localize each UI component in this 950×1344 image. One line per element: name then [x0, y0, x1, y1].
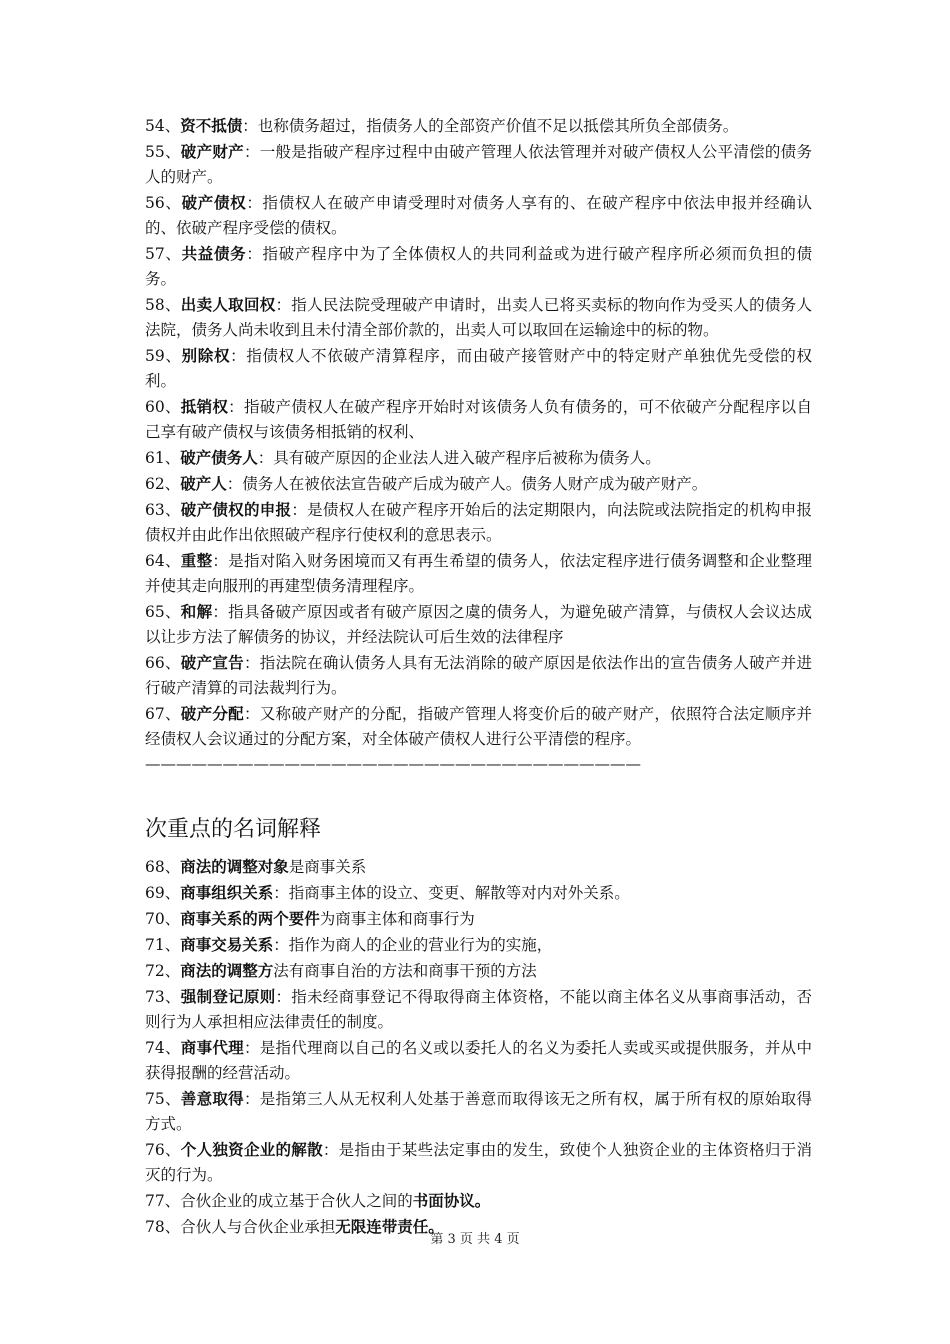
entry-definition: ：指法院在确认债务人具有无法消除的破产原因是依法作出的宣告债务人破产并进行破产清算的司法裁判行为。	[145, 654, 812, 697]
entry-definition: ：指商事主体的设立、变更、解散等对内对外关系。	[273, 884, 630, 902]
entry-number: 66、	[145, 654, 181, 672]
entry-term: 善意取得	[180, 1089, 244, 1108]
entry-number: 71、	[145, 936, 181, 954]
term-entry	[145, 292, 812, 343]
term-entry	[145, 1137, 812, 1188]
entry-term: 商事代理	[180, 1038, 244, 1057]
entry-definition: ：指债权人在破产申请受理时对债务人享有的、在破产程序中依法申报并经确认的、依破产程序受偿的债权。	[145, 194, 812, 237]
entry-number: 56、	[145, 194, 182, 212]
term-entry	[145, 190, 812, 241]
term-entry	[145, 548, 812, 599]
term-entry	[145, 394, 812, 445]
entry-number: 78、	[145, 1218, 181, 1236]
entry-definition: ：指作为商人的企业的营业行为的实施，	[273, 936, 553, 954]
entry-definition: 合伙人与合伙企业承担	[180, 1218, 336, 1236]
entry-definition: ：指破产程序中为了全体债权人的共同利益或为进行破产程序所必须而负担的债务。	[145, 245, 812, 288]
document-content	[145, 113, 812, 1240]
entry-term: 和解	[180, 602, 213, 621]
entry-number: 76、	[145, 1141, 181, 1159]
entry-number: 72、	[145, 962, 181, 980]
term-entry	[145, 701, 812, 752]
entry-definition: ：是指对陷入财务困境而又有再生希望的债务人，依法定程序进行债务调整和企业整理并使其走向服刑的再建型债务清理程序。	[145, 552, 812, 595]
term-entry	[145, 1035, 812, 1086]
entry-definition: ：又称破产财产的分配，指破产管理人将变价后的破产财产，依照符合法定顺序并经债权人会议通过的分配方案，对全体破产债权人进行公平清偿的程序。	[145, 705, 812, 748]
entry-term: 出卖人取回权	[180, 295, 276, 314]
entry-number: 62、	[145, 475, 181, 493]
term-entry	[145, 599, 812, 650]
entry-number: 55、	[145, 143, 181, 161]
entry-definition: ：指未经商事登记不得取得商主体资格，不能以商主体名义从事商事活动，否则行为人承担相应法律责任的制度。	[145, 988, 812, 1031]
entry-definition: ：债务人在被依法宣告破产后成为破产人。债务人财产成为破产财产。	[226, 475, 708, 493]
entry-definition: ：指破产债权人在破产程序开始时对该债务人负有债务的，可不依破产分配程序以自己享有破产债权与该债务相抵销的权利、	[145, 398, 812, 441]
entry-number: 67、	[145, 705, 181, 723]
entry-term: 破产人	[180, 474, 227, 493]
entry-number: 75、	[145, 1090, 181, 1108]
entry-number: 68、	[145, 858, 181, 876]
entry-number: 70、	[145, 910, 181, 928]
entry-number: 73、	[145, 988, 181, 1006]
entry-number: 77、	[145, 1192, 181, 1210]
entry-definition: ：是指代理商以自己的名义或以委托人的名义为委托人卖或买或提供服务，并从中获得报酬的经营活动。	[145, 1039, 812, 1082]
entry-term: 商法的调整方	[180, 961, 274, 980]
entry-definition: ：也称债务超过，指债务人的全部资产价值不足以抵偿其所负全部债务。	[242, 117, 739, 135]
entry-definition: ：是债权人在破产程序开始后的法定期限内，向法院或法院指定的机构申报债权并由此作出依照破产程序行使权利的意思表示。	[145, 501, 812, 544]
term-entry	[145, 1188, 812, 1214]
entry-number: 63、	[145, 501, 181, 519]
entry-number: 60、	[145, 398, 181, 416]
entry-emphasis: 书面协议。	[412, 1191, 491, 1210]
entry-term: 破产分配	[180, 704, 244, 723]
section-divider: ————————————————————————————————	[145, 755, 641, 773]
section-title: 次重点的名词解释	[145, 817, 322, 842]
term-entry	[145, 241, 812, 292]
entry-term: 别除权	[181, 346, 231, 365]
entry-number: 64、	[145, 552, 181, 570]
entry-number: 59、	[145, 347, 182, 365]
term-entry	[145, 906, 812, 932]
entry-definition: ：是指由于某些法定事由的发生，致使个人独资企业的主体资格归于消灭的行为。	[145, 1141, 812, 1184]
entry-number: 65、	[145, 603, 181, 621]
entry-definition: 是商事关系	[288, 858, 367, 876]
term-entry	[145, 1086, 812, 1137]
term-entry	[145, 343, 812, 394]
term-entry	[145, 471, 812, 497]
term-entry	[145, 113, 812, 139]
entry-definition: 为商事主体和商事行为	[319, 910, 475, 928]
entry-term: 破产财产	[180, 142, 244, 161]
entry-term: 重整	[180, 551, 213, 570]
entry-term: 资不抵债	[180, 116, 243, 135]
term-entry	[145, 958, 812, 984]
term-entry	[145, 139, 812, 190]
entry-term: 抵销权	[180, 397, 229, 416]
entry-number: 54、	[145, 117, 181, 135]
page-footer: 第 3 页 共 4 页	[430, 1232, 520, 1247]
entry-term: 破产债权的申报	[180, 500, 292, 519]
secondary-terms-section	[145, 854, 812, 1240]
term-entry	[145, 445, 812, 471]
entry-number: 74、	[145, 1039, 181, 1057]
primary-terms-section	[145, 113, 812, 752]
term-entry	[145, 497, 812, 548]
entry-definition: ：指具备破产原因或者有破产原因之虞的债务人，为避免破产清算，与债权人会议达成以让步方法了解债务的协议，并经法院认可后生效的法律程序	[145, 603, 812, 646]
entry-term: 破产宣告	[180, 653, 244, 672]
entry-term: 强制登记原则	[180, 987, 276, 1006]
entry-number: 69、	[145, 884, 181, 902]
entry-definition: ：是指第三人从无权利人处基于善意而取得该无之所有权，属于所有权的原始取得方式。	[145, 1090, 812, 1133]
entry-term: 共益债务	[181, 244, 247, 263]
entry-definition: ：指债权人不依破产清算程序，而由破产接管财产中的特定财产单独优先受偿的权利。	[145, 347, 812, 390]
entry-term: 破产债务人	[180, 448, 258, 467]
entry-definition: ：一般是指破产程序过程中由破产管理人依法管理并对破产债权人公平清偿的债务人的财产。	[145, 143, 812, 186]
entry-definition: 合伙企业的成立基于合伙人之间的	[180, 1192, 413, 1210]
entry-definition: ：具有破产原因的企业法人进入破产程序后被称为债务人。	[257, 449, 661, 467]
term-entry	[145, 854, 812, 880]
entry-term: 个人独资企业的解散	[180, 1140, 323, 1159]
entry-number: 57、	[145, 245, 182, 263]
entry-emphasis: 无限连带责任。	[335, 1217, 444, 1236]
entry-term: 商法的调整对象	[180, 857, 289, 876]
entry-term: 商事组织关系	[180, 883, 274, 902]
entry-term: 商事关系的两个要件	[180, 909, 320, 928]
entry-number: 58、	[145, 296, 181, 314]
entry-number: 61、	[145, 449, 181, 467]
entry-term: 商事交易关系	[180, 935, 274, 954]
term-entry	[145, 880, 812, 906]
entry-term: 破产债权	[181, 193, 247, 212]
term-entry	[145, 984, 812, 1035]
term-entry	[145, 650, 812, 701]
entry-definition: ：指人民法院受理破产申请时，出卖人已将买卖标的物向作为受买人的债务人法院，债务人尚未收到且未付清全部价款的，出卖人可以取回在运输途中的标的物。	[145, 296, 812, 339]
term-entry	[145, 932, 812, 958]
entry-definition: 法有商事自治的方法和商事干预的方法	[273, 962, 537, 980]
